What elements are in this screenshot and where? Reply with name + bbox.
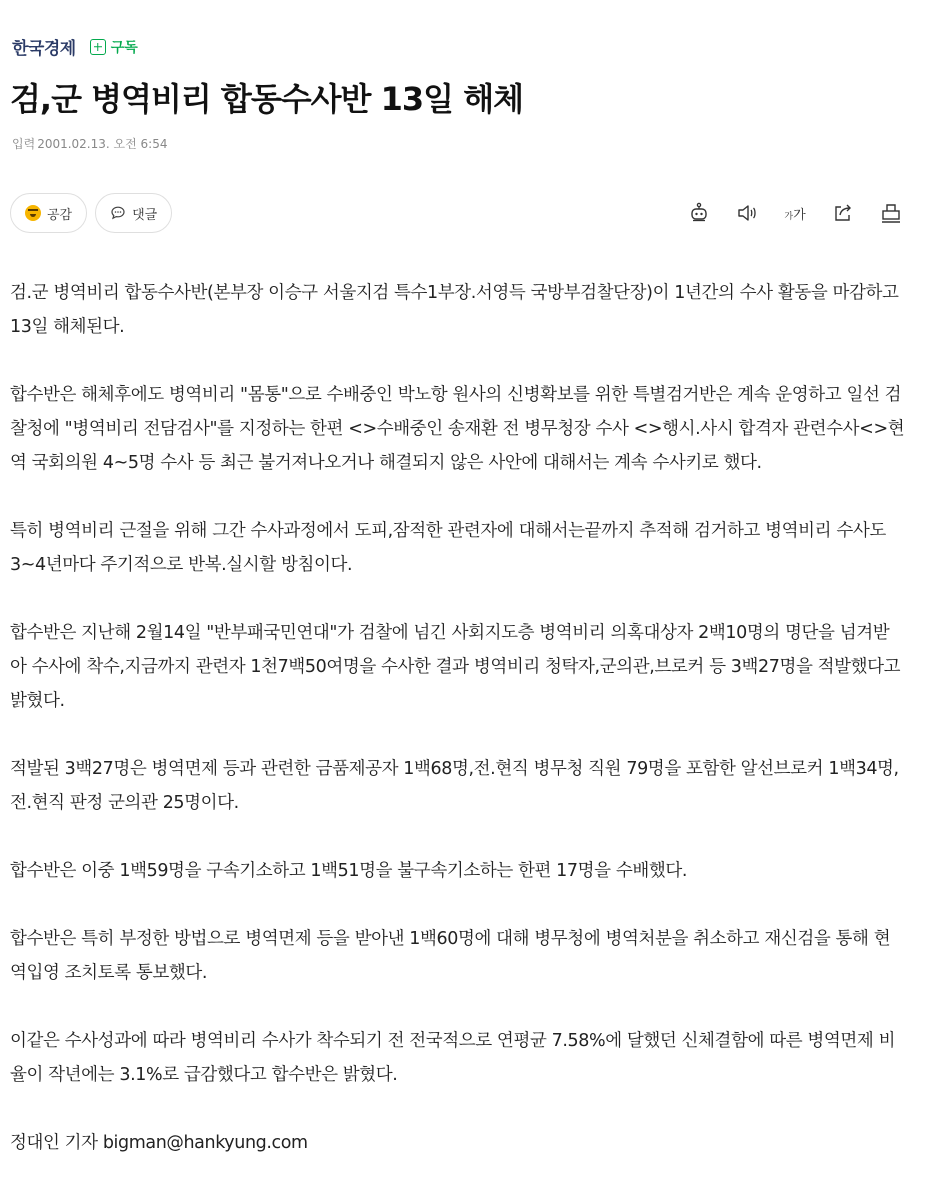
subscribe-button[interactable] [90,37,138,57]
comment-button[interactable] [95,193,172,233]
article-paragraph: 이같은 수사성과에 따라 병역비리 수사가 착수되기 전 전국적으로 연평균 7.58%에 달했던 신체결함에 따른 병역면제 비율이 작년에는 3.1%로 급감했다고 합수반은 밝혔다. [10,1031,896,1085]
article-dateline [12,135,167,152]
share-icon [831,201,855,225]
summary-bot-button[interactable] [687,201,711,225]
article-paragraph: 합수반은 특히 부정한 방법으로 병역면제 등을 받아낸 1백60명에 대해 병무청에 병역처분을 취소하고 재신검을 통해 현역입영 조치토록 통보했다. [10,929,891,983]
print-icon [879,201,903,225]
tts-button[interactable] [735,201,759,225]
speech-bubble-icon [110,205,126,221]
reaction-group [10,193,172,233]
article-title: 검,군 병역비리 합동수사반 13일 해체 [10,80,524,118]
font-size-icon: 가가 [784,207,806,223]
font-size-label: 가 [793,207,806,223]
article-action-bar [10,190,903,236]
comment-label: 댓글 [132,207,158,223]
article-tools [687,201,903,225]
article-paragraph: 합수반은 이중 1백59명을 구속기소하고 1백51명을 불구속기소하는 한편 17명을 수배했다. [10,861,687,881]
article-paragraph: 합수반은 해체후에도 병역비리 "몸통"으로 수배중인 박노항 원사의 신병확보를 위한 특별검거반은 계속 운영하고 일선 검찰청에 "병역비리 전담검사"를 지정하는 한편 <>수배중인 송재환 전 병무청장 수사 <>행시.사시 합격자 관련수사<>현역 국회의원 4~5명 수사 등 최근 불거져나오거나 해결되지 않은 사안에 대해서는 계속 수사키로 했다. [10,385,905,473]
speaker-icon [735,201,759,225]
font-size-button[interactable] [783,201,807,225]
press-header [12,34,138,59]
plus-icon [90,39,106,55]
empathy-button[interactable] [10,193,87,233]
empathy-label: 공감 [47,207,73,223]
date-value: 2001.02.13. 오전 6:54 [37,137,168,151]
robot-summary-icon [687,201,711,225]
reporter-byline: 정대인 기자 bigman@hankyung.com [10,1133,308,1153]
press-logo[interactable]: 한국경제 [12,39,76,59]
subscribe-label: 구독 [110,39,138,56]
article-paragraph: 특히 병역비리 근절을 위해 그간 수사과정에서 도피,잠적한 관련자에 대해서는끝까지 추적해 검거하고 병역비리 수사도 3~4년마다 주기적으로 반복.실시할 방침이다. [10,521,886,575]
article-paragraph: 검.군 병역비리 합동수사반(본부장 이승구 서울지검 특수1부장.서영득 국방부검찰단장)이 1년간의 수사 활동을 마감하고 13일 해체된다. [10,283,899,337]
article-paragraph: 합수반은 지난해 2월14일 "반부패국민연대"가 검찰에 넘긴 사회지도층 병역비리 의혹대상자 2백10명의 명단을 넘겨받아 수사에 착수,지금까지 관련자 1천7백50여명을 수사한 결과 병역비리 청탁자,군의관,브로커 등 3백27명을 적발했다고밝혔다. [10,623,901,711]
article-body [10,276,905,1194]
emoji-face-icon [25,205,41,221]
share-button[interactable] [831,201,855,225]
date-label: 입력 [12,137,36,151]
article-paragraph: 적발된 3백27명은 병역면제 등과 관련한 금품제공자 1백68명,전.현직 병무청 직원 79명을 포함한 알선브로커 1백34명,전.현직 판정 군의관 25명이다. [10,759,899,813]
print-button[interactable] [879,201,903,225]
